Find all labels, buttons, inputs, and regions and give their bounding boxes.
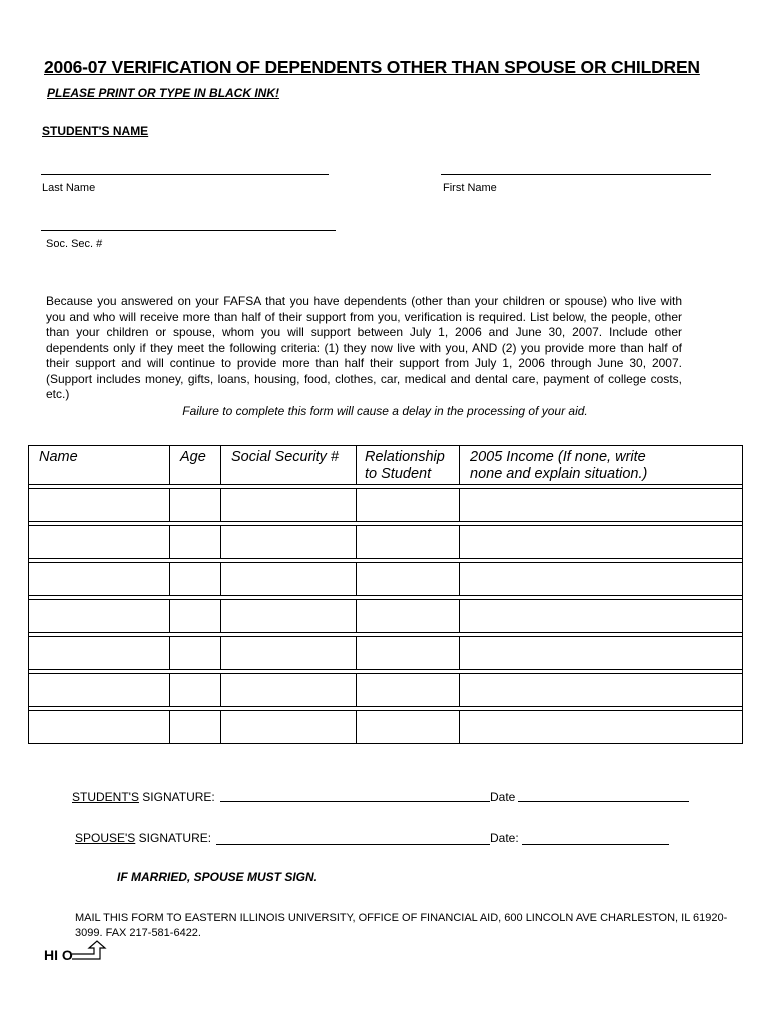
form-title: 2006-07 VERIFICATION OF DEPENDENTS OTHER THAN SPOUSE OR CHILDREN xyxy=(44,57,700,77)
instructions-paragraph: Because you answered on your FAFSA that you have dependents (other than your children or spouse) who live with you and who will receive more than half of their support from you, verification is required. List below, the people, other than your children or spouse, whom you will support between July 1, 2006 and June 30, 2007. Include other dependents only if they meet the following criteria: (1) they now live with you, AND (2) you provide more than half of their support and will continue to provide more than half their support from July 1, 2006 through June 30, 2007. (Support includes money, gifts, loans, housing, food, clothes, car, medical and dental care, payment of college costs, etc.) xyxy=(46,294,682,401)
cell-ssn[interactable] xyxy=(221,489,357,522)
cell-ssn[interactable] xyxy=(221,526,357,559)
cell-relationship[interactable] xyxy=(357,600,460,633)
cell-ssn[interactable] xyxy=(221,711,357,744)
cell-income[interactable] xyxy=(460,563,743,596)
table-row xyxy=(29,711,743,744)
cell-relationship[interactable] xyxy=(357,489,460,522)
cell-income[interactable] xyxy=(460,600,743,633)
cell-name[interactable] xyxy=(29,711,170,744)
cell-income[interactable] xyxy=(460,526,743,559)
cell-ssn[interactable] xyxy=(221,600,357,633)
cell-name[interactable] xyxy=(29,600,170,633)
ssn-label: Soc. Sec. # xyxy=(46,238,103,250)
cell-ssn[interactable] xyxy=(221,674,357,707)
table-row xyxy=(29,489,743,522)
cell-relationship[interactable] xyxy=(357,674,460,707)
table-row xyxy=(29,563,743,596)
spouse-date-field[interactable] xyxy=(522,844,669,845)
header-income: 2005 Income (If none, write none and explain situation.) xyxy=(460,446,743,485)
student-date-field[interactable] xyxy=(518,801,689,802)
mailing-instructions: MAIL THIS FORM TO EASTERN ILLINOIS UNIVERSITY, OFFICE OF FINANCIAL AID, 600 LINCOLN AVE CHARLESTON, IL 61920-3099. FAX 217-581-6422. xyxy=(75,912,728,939)
cell-income[interactable] xyxy=(460,637,743,670)
cell-name[interactable] xyxy=(29,526,170,559)
header-name: Name xyxy=(29,446,170,485)
student-date-label: Date xyxy=(490,790,516,804)
spouse-date-label: Date: xyxy=(490,831,519,845)
cell-income[interactable] xyxy=(460,674,743,707)
student-signature-field[interactable] xyxy=(220,801,490,802)
cell-age[interactable] xyxy=(170,711,221,744)
cell-name[interactable] xyxy=(29,637,170,670)
failure-note: Failure to complete this form will cause a delay in the processing of your aid. xyxy=(182,404,588,418)
last-name-field[interactable] xyxy=(41,174,329,175)
first-name-label: First Name xyxy=(443,182,497,194)
first-name-field[interactable] xyxy=(441,174,711,175)
cell-age[interactable] xyxy=(170,674,221,707)
cell-relationship[interactable] xyxy=(357,711,460,744)
last-name-label: Last Name xyxy=(42,182,96,194)
student-signature-label: STUDENT'S SIGNATURE: xyxy=(72,790,215,804)
hi-o-code: HI O xyxy=(44,947,73,963)
cell-age[interactable] xyxy=(170,526,221,559)
header-age: Age xyxy=(170,446,221,485)
table-row xyxy=(29,637,743,670)
form-subtitle: PLEASE PRINT OR TYPE IN BLACK INK! xyxy=(47,86,280,100)
ssn-field[interactable] xyxy=(41,230,336,231)
cell-relationship[interactable] xyxy=(357,637,460,670)
married-note: IF MARRIED, SPOUSE MUST SIGN. xyxy=(117,870,318,884)
cell-income[interactable] xyxy=(460,489,743,522)
cell-ssn[interactable] xyxy=(221,637,357,670)
table-row xyxy=(29,600,743,633)
arrow-up-icon xyxy=(70,940,110,962)
student-name-heading: STUDENT'S NAME xyxy=(42,124,149,138)
cell-relationship[interactable] xyxy=(357,526,460,559)
table-row xyxy=(29,526,743,559)
dependents-table xyxy=(28,445,743,744)
cell-name[interactable] xyxy=(29,563,170,596)
spouse-signature-label: SPOUSE'S SIGNATURE: xyxy=(75,831,212,845)
cell-age[interactable] xyxy=(170,637,221,670)
cell-name[interactable] xyxy=(29,489,170,522)
cell-age[interactable] xyxy=(170,489,221,522)
table-header-row xyxy=(29,446,743,485)
header-relationship: Relationship to Student xyxy=(357,446,460,485)
spouse-signature-field[interactable] xyxy=(216,844,490,845)
cell-relationship[interactable] xyxy=(357,563,460,596)
cell-name[interactable] xyxy=(29,674,170,707)
cell-income[interactable] xyxy=(460,711,743,744)
table-row xyxy=(29,674,743,707)
header-ssn: Social Security # xyxy=(221,446,357,485)
cell-ssn[interactable] xyxy=(221,563,357,596)
cell-age[interactable] xyxy=(170,563,221,596)
cell-age[interactable] xyxy=(170,600,221,633)
